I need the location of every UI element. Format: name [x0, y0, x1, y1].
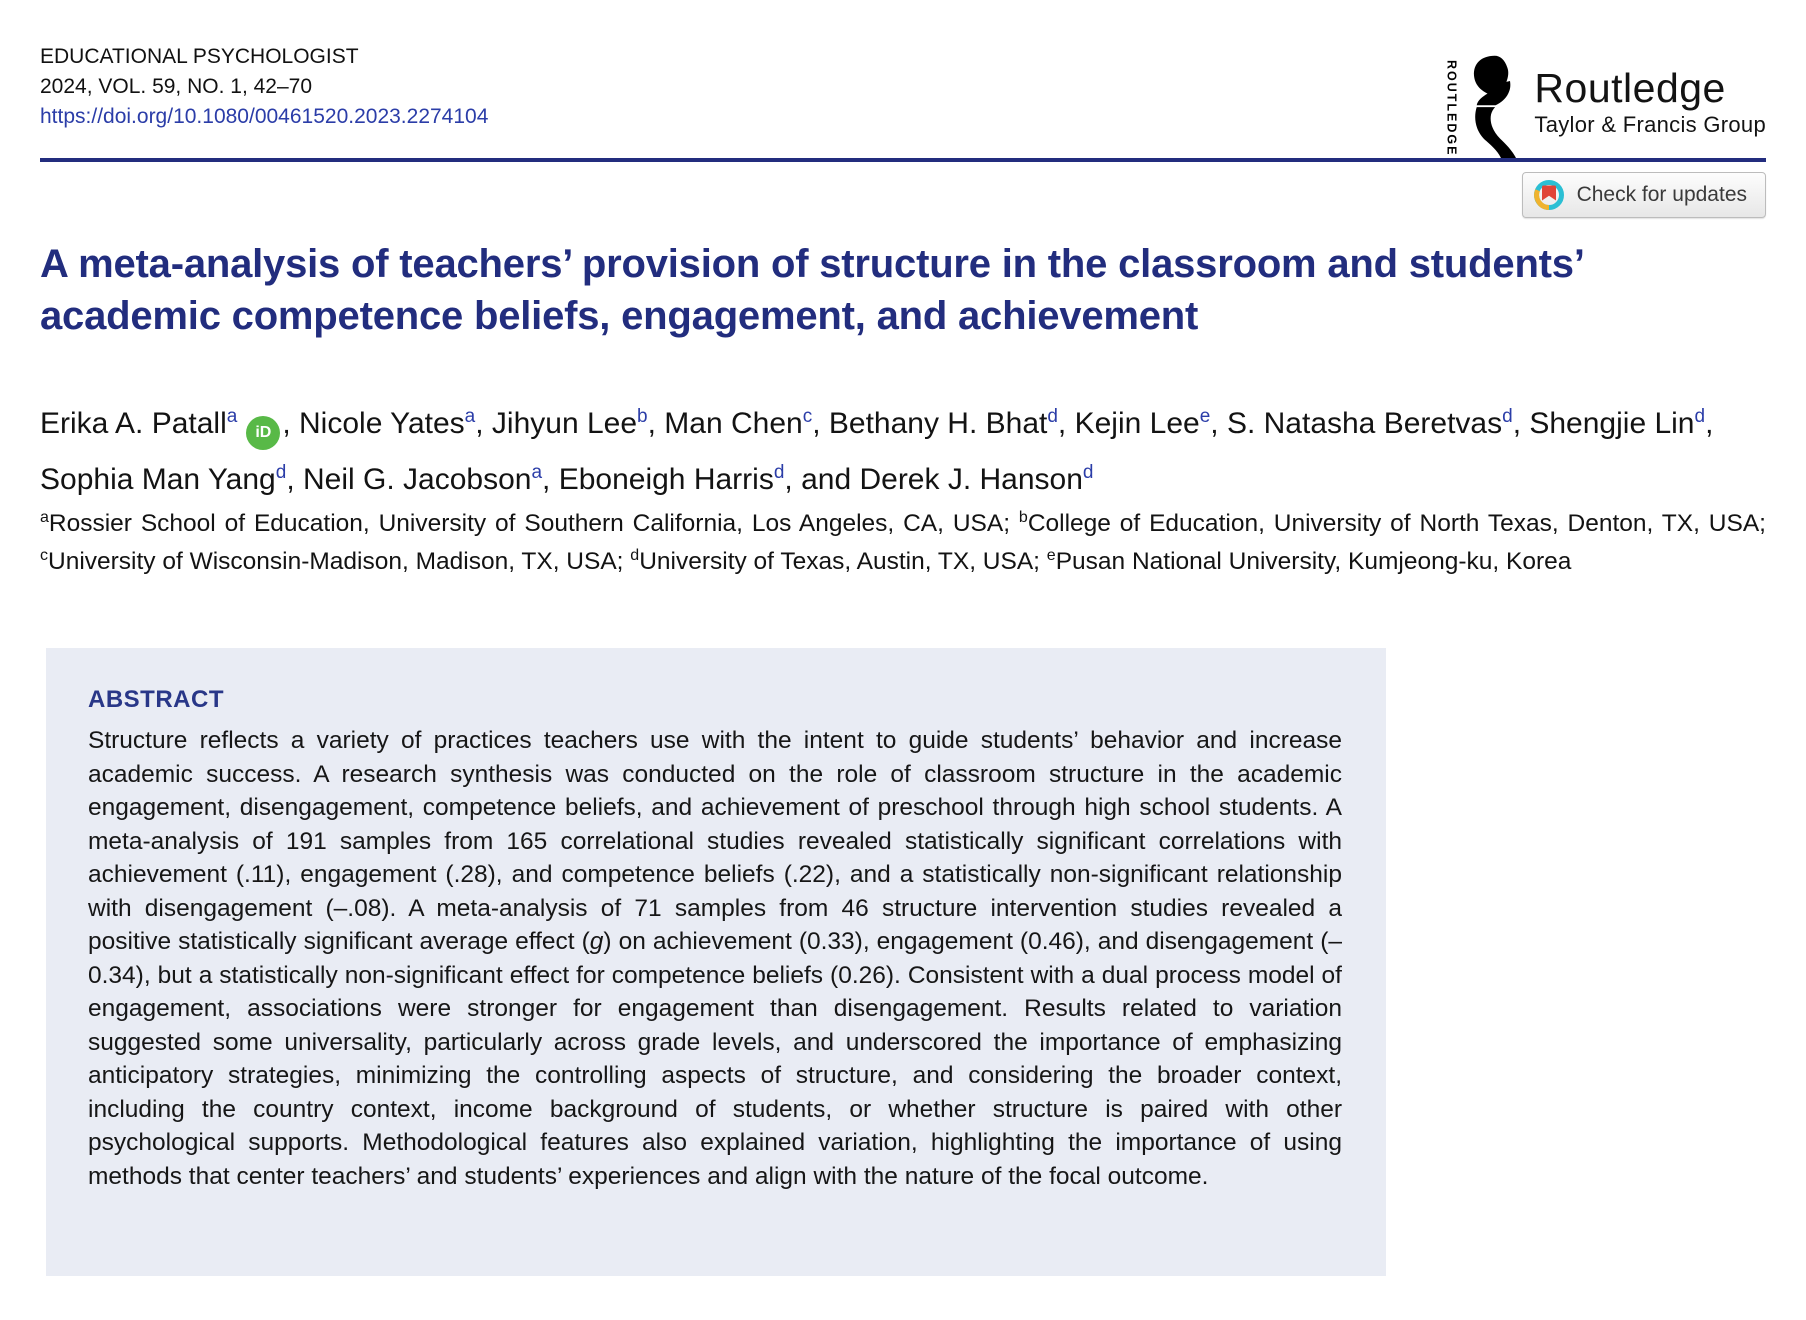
- author-affiliation-sup: a: [531, 462, 543, 483]
- affiliation-sup: e: [1046, 547, 1056, 565]
- author-name: Nicole Yates: [299, 407, 465, 440]
- affiliation-sup: b: [1018, 509, 1028, 526]
- journal-title: EDUCATIONAL PSYCHOLOGIST: [40, 45, 359, 68]
- affiliation-sup: a: [40, 509, 49, 526]
- doi-link[interactable]: https://doi.org/10.1080/00461520.2023.2274104: [40, 105, 489, 128]
- author-affiliation-sup: d: [1502, 406, 1513, 427]
- check-for-updates-label: Check for updates: [1576, 183, 1747, 206]
- author-affiliation-sup: b: [637, 406, 648, 427]
- author-affiliation-sup: d: [1082, 462, 1094, 483]
- page-title: A meta-analysis of teachers’ provision of structure in the classroom and students’ academic competence beliefs, engagement, and achievement: [40, 242, 1583, 338]
- abstract-heading: ABSTRACT: [88, 686, 224, 713]
- author-name: Kejin Lee: [1074, 407, 1200, 440]
- author-name: Man Chen: [664, 407, 803, 440]
- author-affiliation-sup: a: [464, 406, 476, 427]
- author-affiliation-sup: d: [275, 462, 287, 483]
- abstract-text: Structure reflects a variety of practices teachers use with the intent to guide students’ behavior and increase academic success. A research synthesis was conducted on the role of classroom structure in the academic engagement, disengagement, competence beliefs, and achievement of preschool through high school students. A meta-analysis of 191 samples from 165 correlational studies revealed statistically significant correlations with achievement (.11), engagement (.28), and competence beliefs (.22), and a statistically non-significant relationship with disengagement (–.08). A meta-analysis of 71 samples from 46 structure intervention studies revealed a positive statistically significant average effect (g) on achievement (0.33), engagement (0.46), and disengagement (–0.34), but a statistically non-significant effect for competence beliefs (0.26). Consistent with a dual process model of engagement, associations were stronger for engagement than disengagement. Results related to variation suggested some universality, particularly across grade levels, and underscored the importance of emphasizing anticipatory strategies, minimizing the controlling aspects of structure, and considering the broader context, including the country context, income background of students, or whether structure is paired with other psychological supports. Methodological features also explained variation, highlighting the importance of using methods that center teachers’ and students’ experiences and align with the nature of the focal outcome.: [88, 727, 1342, 1190]
- author-name: Sophia Man Yang: [40, 463, 276, 496]
- affiliation-sup: d: [630, 547, 640, 565]
- routledge-logo: [1444, 54, 1766, 162]
- author-name: Eboneigh Harris: [558, 463, 774, 496]
- publisher-name: Routledge: [1534, 65, 1726, 111]
- abstract-section: [46, 648, 1386, 1276]
- author-name: Neil G. Jacobson: [303, 463, 532, 496]
- author-name: Bethany H. Bhat: [828, 407, 1048, 440]
- author-name: S. Natasha Beretvas: [1226, 407, 1503, 440]
- crossmark-icon: [1533, 179, 1565, 211]
- author-name: Jihyun Lee: [491, 407, 638, 440]
- author-name: Derek J. Hanson: [859, 463, 1083, 496]
- author-name: Erika A. Patall: [40, 407, 227, 440]
- publisher-tagline: Taylor & Francis Group: [1534, 112, 1766, 137]
- author-affiliation-sup: c: [802, 406, 813, 427]
- author-affiliation-sup: d: [773, 462, 785, 483]
- author-affiliation-sup: a: [226, 406, 238, 427]
- author-name: Shengjie Lin: [1529, 407, 1695, 440]
- journal-issue: 2024, VOL. 59, NO. 1, 42–70: [40, 75, 313, 98]
- routledge-vertical-wordmark: ROUTLEDGE: [1444, 59, 1459, 157]
- author-list: Erika A. Patall$^a$iD , Nicole Yates$^a$, Jihyun Lee$^b$, Man Chen$^c$, Bethany H. Bhat$^d$, Kejin Lee$^e$, S. Natasha Beretvas$^d$, Shengjie Lin$^d$, Sophia Man Yang$^d$, Neil G. Jacobson$^a$, Eboneigh Harris$^d$, and Derek J. Hanson$^d$: [40, 406, 1714, 496]
- affiliation-sup: c: [40, 547, 48, 565]
- orcid-icon[interactable]: iD: [246, 416, 280, 450]
- publisher-text: [1534, 54, 1766, 138]
- affiliation-list: $^a$Rossier School of Education, University of Southern California, Los Angeles, CA, USA; $^b$College of Education, University of North Texas, Denton, TX, USA; $^c$University of Wisconsin-Madison, Madison, TX, USA; $^d$University of Texas, Austin, TX, USA; $^e$Pusan National University, Kumjeong-ku, Korea: [40, 509, 1766, 576]
- routledge-head-icon: [1464, 54, 1520, 162]
- check-for-updates-button[interactable]: [1522, 172, 1766, 218]
- author-affiliation-sup: d: [1047, 406, 1058, 427]
- author-affiliation-sup: d: [1694, 406, 1706, 427]
- header-divider: [40, 158, 1766, 162]
- journal-info: [40, 42, 488, 132]
- author-affiliation-sup: e: [1199, 406, 1211, 427]
